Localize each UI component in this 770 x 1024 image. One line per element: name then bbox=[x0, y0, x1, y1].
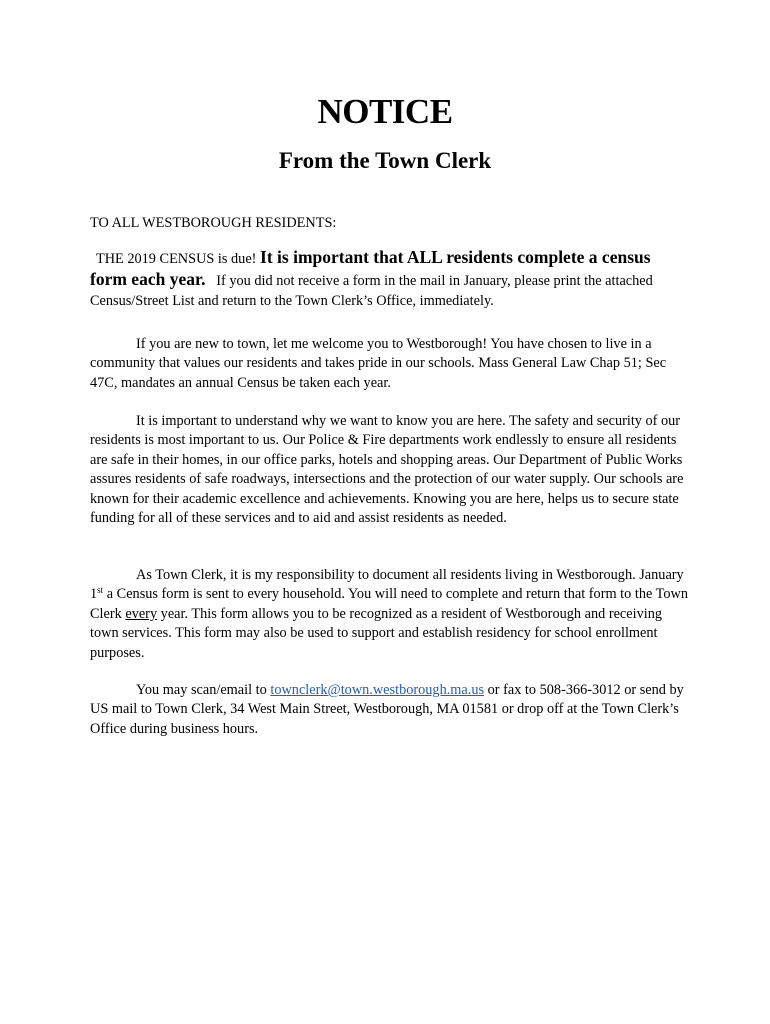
salutation: TO ALL WESTBOROUGH RESIDENTS: bbox=[90, 215, 337, 231]
census-due-lead: THE 2019 CENSUS is due! bbox=[96, 251, 261, 267]
ordinal-suffix: st bbox=[97, 585, 104, 596]
email-link[interactable]: townclerk@town.westborough.ma.us bbox=[270, 682, 485, 698]
responsibility-text-3: year. This form allows you to be recognized as a resident of Westborough and receiving town services. This form may also be used to support and establish residency for school enrollment purposes. bbox=[90, 605, 663, 661]
responsibility-text-2: a Census form is sent to every household. You will need to complete and return that form to the Town Clerk bbox=[90, 586, 688, 622]
safety-text: It is important to understand why we want to know you are here. The safety and security of our residents is most important to us. Our Police & Fire departments work endlessly to ensure all residents are safe in their homes, in our office parks, hotels and shopping areas. Our Department of Public Works assures residents of safe roadways, intersections and the protection of our water supply. Our schools are known for their academic excellence and achievements. Knowing you are here, helps us to secure state funding for all of these services and to aid and assist residents as needed. bbox=[90, 413, 684, 527]
welcome-text: If you are new to town, let me welcome you to Westborough! You have chosen to live in a community that values our residents and takes pride in our schools. Mass General Law Chap 51; Sec 47C, mandates an annual Census be taken each year. bbox=[90, 336, 667, 391]
page-title: NOTICE bbox=[317, 92, 453, 131]
paragraph-contact bbox=[90, 681, 690, 739]
page-subtitle: From the Town Clerk bbox=[278, 148, 492, 173]
paragraph-welcome bbox=[90, 335, 690, 393]
paragraph-responsibility bbox=[90, 566, 690, 663]
census-importance-emphasis: It is important that ALL residents complete a census form each year. bbox=[90, 247, 651, 289]
every-underlined: every bbox=[125, 605, 158, 622]
contact-text-1: You may scan/email to bbox=[136, 682, 271, 698]
paragraph-census-due bbox=[90, 247, 690, 311]
census-instructions: If you did not receive a form in the mail in January, please print the attached Census/Street List and return to the Town Clerk’s Office, immediately. bbox=[90, 273, 653, 309]
responsibility-text-1: As Town Clerk, it is my responsibility to document all residents living in Westborough. January 1 bbox=[90, 567, 684, 603]
contact-text-2: or fax to 508-366-3012 or send by US mail to Town Clerk, 34 West Main Street, Westborough, MA 01581 or drop off at the Town Clerk’s Office during business hours. bbox=[90, 682, 684, 737]
paragraph-safety bbox=[90, 412, 690, 528]
